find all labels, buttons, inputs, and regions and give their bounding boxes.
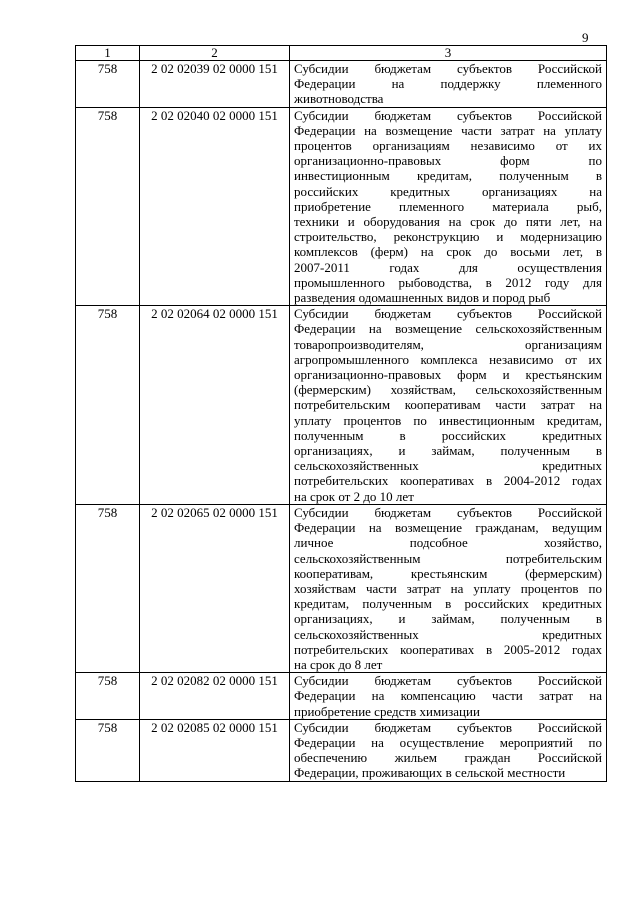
table-row [76, 504, 607, 672]
table-row [76, 673, 607, 720]
description-cell [290, 107, 607, 306]
description-cell [290, 504, 607, 672]
description-line: Субсидии бюджетам субъектов Российской [294, 107, 602, 123]
description-line: Субсидии бюджетам субъектов Российской [294, 306, 602, 322]
column-header-1: 1 [76, 46, 140, 61]
description-line: сельскохозяйственных кредитных [294, 626, 602, 642]
description-line: животноводства [294, 91, 384, 107]
admin-code-cell: 758 [76, 61, 140, 108]
description-line: Федерации на поддержку племенного [294, 76, 602, 92]
description-line: Субсидии бюджетам субъектов Российской [294, 719, 602, 735]
admin-code-cell: 758 [76, 719, 140, 781]
table-header-row [76, 46, 607, 61]
column-header-3: 3 [290, 46, 607, 61]
description-line: организациях, и займам, полученным в [294, 611, 602, 627]
description-line: Федерации на возмещение части затрат на уплату [294, 122, 602, 138]
budget-code-cell: 2 02 02085 02 0000 151 [140, 719, 290, 781]
description-line: комплексов (ферм) на срок до восьми лет, в [294, 244, 602, 260]
budget-code-cell: 2 02 02064 02 0000 151 [140, 306, 290, 505]
description-line: Федерации, проживающих в сельской местности [294, 765, 566, 781]
description-line: потребительских кооперативах в 2005-2012 годах [294, 641, 602, 657]
description-cell [290, 673, 607, 720]
column-header-2: 2 [140, 46, 290, 61]
description-line: потребительских кооперативах в 2004-2012 годах [294, 473, 602, 489]
description-line: Федерации на возмещение сельскохозяйственным [294, 321, 602, 337]
page-number: 9 [582, 30, 589, 45]
description-line: промышленного рыбоводства, в 2012 году для [294, 274, 602, 290]
description-cell [290, 61, 607, 108]
description-line: приобретение племенного материала рыб, [294, 198, 602, 214]
budget-code-cell: 2 02 02039 02 0000 151 [140, 61, 290, 108]
description-line: строительство, реконструкцию и модернизацию [294, 229, 602, 245]
description-line: товаропроизводителям, организациям [294, 336, 602, 352]
description-line: Федерации на осуществление мероприятий по [294, 734, 602, 750]
description-line: организационно-правовых форм по [294, 153, 602, 169]
description-line: Федерации на компенсацию части затрат на [294, 688, 602, 704]
description-line: (фермерским) хозяйствам, сельскохозяйственным [294, 382, 602, 398]
description-line: организационно-правовых форм и крестьянским [294, 367, 602, 383]
description-line: на срок от 2 до 10 лет [294, 488, 414, 504]
table-body [76, 61, 607, 782]
table-row [76, 719, 607, 781]
table-row [76, 107, 607, 306]
description-line: личное подсобное хозяйство, [294, 535, 602, 551]
description-line: кредитам, полученным в российских кредитных [294, 596, 602, 612]
description-line: уплату процентов по инвестиционным кредитам, [294, 412, 602, 428]
description-line: разведения одомашненных видов и пород рыб [294, 290, 551, 306]
description-cell [290, 306, 607, 505]
description-line: Федерации на возмещение гражданам, ведущим [294, 520, 602, 536]
budget-codes-table [75, 45, 607, 782]
table-row [76, 306, 607, 505]
description-line: организациях, и займам, полученным в [294, 443, 602, 459]
description-line: российских кредитных организациях на [294, 183, 602, 199]
budget-code-cell: 2 02 02082 02 0000 151 [140, 673, 290, 720]
description-line: сельскохозяйственных кредитных [294, 458, 602, 474]
description-line: приобретение средств химизации [294, 703, 480, 719]
description-line: обеспечению жильем граждан Российской [294, 750, 602, 766]
description-line: 2007-2011 годах для осуществления [294, 259, 602, 275]
description-line: сельскохозяйственным потребительским [294, 550, 602, 566]
description-line: потребительским кооперативам части затрат на [294, 397, 602, 413]
admin-code-cell: 758 [76, 504, 140, 672]
description-line: хозяйствам части затрат на уплату процентов по [294, 580, 602, 596]
description-line: инвестиционным кредитам, полученным в [294, 168, 602, 184]
description-line: на срок до 8 лет [294, 656, 383, 672]
description-line: процентов организациям независимо от их [294, 138, 602, 154]
table-row [76, 61, 607, 108]
description-line: Субсидии бюджетам субъектов Российской [294, 504, 602, 520]
budget-code-cell: 2 02 02040 02 0000 151 [140, 107, 290, 306]
description-line: кооперативам, крестьянским (фермерским) [294, 565, 602, 581]
description-line: агропромышленного комплекса независимо от их [294, 351, 602, 367]
admin-code-cell: 758 [76, 107, 140, 306]
description-cell [290, 719, 607, 781]
description-line: Субсидии бюджетам субъектов Российской [294, 61, 602, 76]
description-line: Субсидии бюджетам субъектов Российской [294, 673, 602, 689]
description-line: полученным в российских кредитных [294, 427, 602, 443]
admin-code-cell: 758 [76, 673, 140, 720]
description-line: техники и оборудования на срок до пяти лет, на [294, 214, 602, 230]
admin-code-cell: 758 [76, 306, 140, 505]
budget-code-cell: 2 02 02065 02 0000 151 [140, 504, 290, 672]
